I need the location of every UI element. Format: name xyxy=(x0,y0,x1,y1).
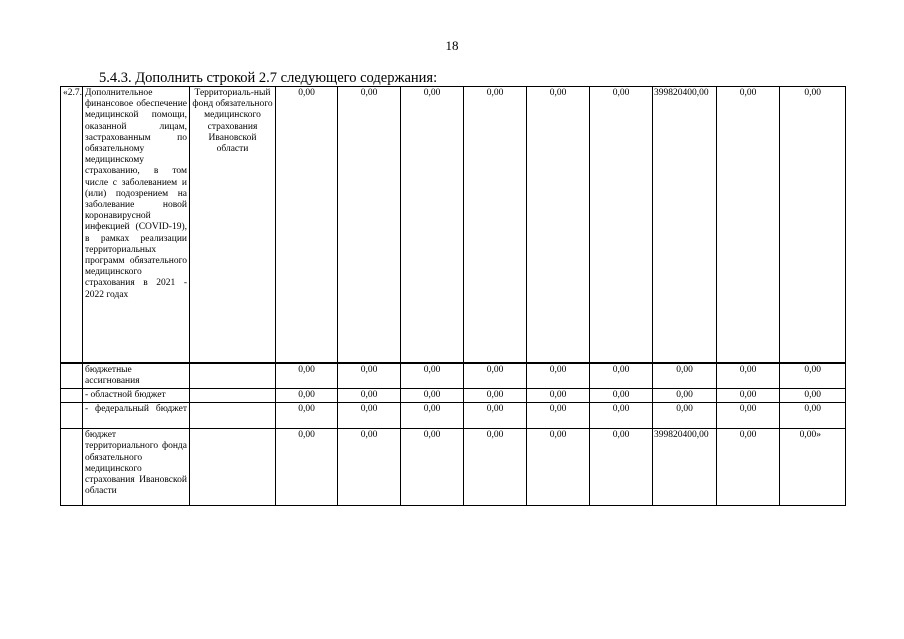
value-cell: 0,00 xyxy=(590,363,653,389)
table-row xyxy=(61,403,846,429)
value-cell: 0,00 xyxy=(717,429,780,506)
value-cell: 0,00 xyxy=(717,87,780,363)
value-cell: 0,00 xyxy=(338,389,401,403)
row-number xyxy=(61,429,83,506)
value-cell: 0,00 xyxy=(464,403,527,429)
value-cell: 0,00 xyxy=(653,363,717,389)
value-cell: 0,00 xyxy=(401,389,464,403)
responsible-party xyxy=(190,363,276,389)
value-cell: 0,00 xyxy=(276,403,338,429)
value-cell: 0,00 xyxy=(590,389,653,403)
section-heading: 5.4.3. Дополнить строкой 2.7 следующего содержания: xyxy=(99,70,438,86)
value-cell: 0,00 xyxy=(527,363,590,389)
value-cell: 0,00 xyxy=(527,389,590,403)
row-name: - федеральный бюджет xyxy=(83,403,190,429)
value-cell: 0,00 xyxy=(780,363,846,389)
value-cell: 0,00 xyxy=(464,429,527,506)
value-cell: 0,00 xyxy=(780,87,846,363)
table-row xyxy=(61,429,846,506)
value-cell: 0,00 xyxy=(401,363,464,389)
row-name: - областной бюджет xyxy=(83,389,190,403)
row-name: бюджет территориального фонда обязательного медицинского страхования Ивановской области xyxy=(83,429,190,506)
value-cell: 0,00 xyxy=(338,87,401,363)
value-cell: 0,00 xyxy=(527,87,590,363)
responsible-party: Территориаль-ный фонд обязательного медицинского страхования Ивановской области xyxy=(190,87,276,363)
value-cell: 0,00» xyxy=(780,429,846,506)
value-cell: 0,00 xyxy=(338,403,401,429)
table-row xyxy=(61,87,846,363)
value-cell: 0,00 xyxy=(276,87,338,363)
value-cell: 0,00 xyxy=(590,429,653,506)
table-row xyxy=(61,389,846,403)
value-cell: 0,00 xyxy=(527,429,590,506)
value-cell: 0,00 xyxy=(276,389,338,403)
value-cell: 0,00 xyxy=(590,87,653,363)
value-cell: 0,00 xyxy=(780,403,846,429)
value-cell: 0,00 xyxy=(717,363,780,389)
responsible-party xyxy=(190,429,276,506)
value-cell: 0,00 xyxy=(717,389,780,403)
value-cell: 399820400,00 xyxy=(653,87,717,363)
value-cell: 0,00 xyxy=(401,87,464,363)
value-cell: 0,00 xyxy=(276,429,338,506)
table-row xyxy=(61,363,846,389)
value-cell: 0,00 xyxy=(401,429,464,506)
value-cell: 0,00 xyxy=(653,389,717,403)
value-cell: 0,00 xyxy=(527,403,590,429)
responsible-party xyxy=(190,403,276,429)
value-cell: 0,00 xyxy=(717,403,780,429)
value-cell: 399820400,00 xyxy=(653,429,717,506)
row-number xyxy=(61,389,83,403)
row-number xyxy=(61,403,83,429)
row-number: «2.7. xyxy=(61,87,83,363)
row-name: Дополнительное финансовое обеспечение медицинской помощи, оказанной лицам, застрахованным по обязательному медицинскому страхованию, в том числе с заболеванием и (или) подозрением на заболевание новой коронавирусной инфекцией (COVID-19), в рамках реализации территориальных программ обязательного медицинского страхования в 2021 - 2022 годах xyxy=(83,87,190,363)
value-cell: 0,00 xyxy=(590,403,653,429)
row-number xyxy=(61,363,83,389)
value-cell: 0,00 xyxy=(401,403,464,429)
value-cell: 0,00 xyxy=(276,363,338,389)
funding-table xyxy=(60,86,846,506)
row-name: бюджетные ассигнования xyxy=(83,363,190,389)
value-cell: 0,00 xyxy=(464,363,527,389)
value-cell: 0,00 xyxy=(653,403,717,429)
value-cell: 0,00 xyxy=(464,389,527,403)
value-cell: 0,00 xyxy=(338,363,401,389)
page-number: 18 xyxy=(445,38,459,53)
value-cell: 0,00 xyxy=(338,429,401,506)
responsible-party xyxy=(190,389,276,403)
value-cell: 0,00 xyxy=(464,87,527,363)
value-cell: 0,00 xyxy=(780,389,846,403)
